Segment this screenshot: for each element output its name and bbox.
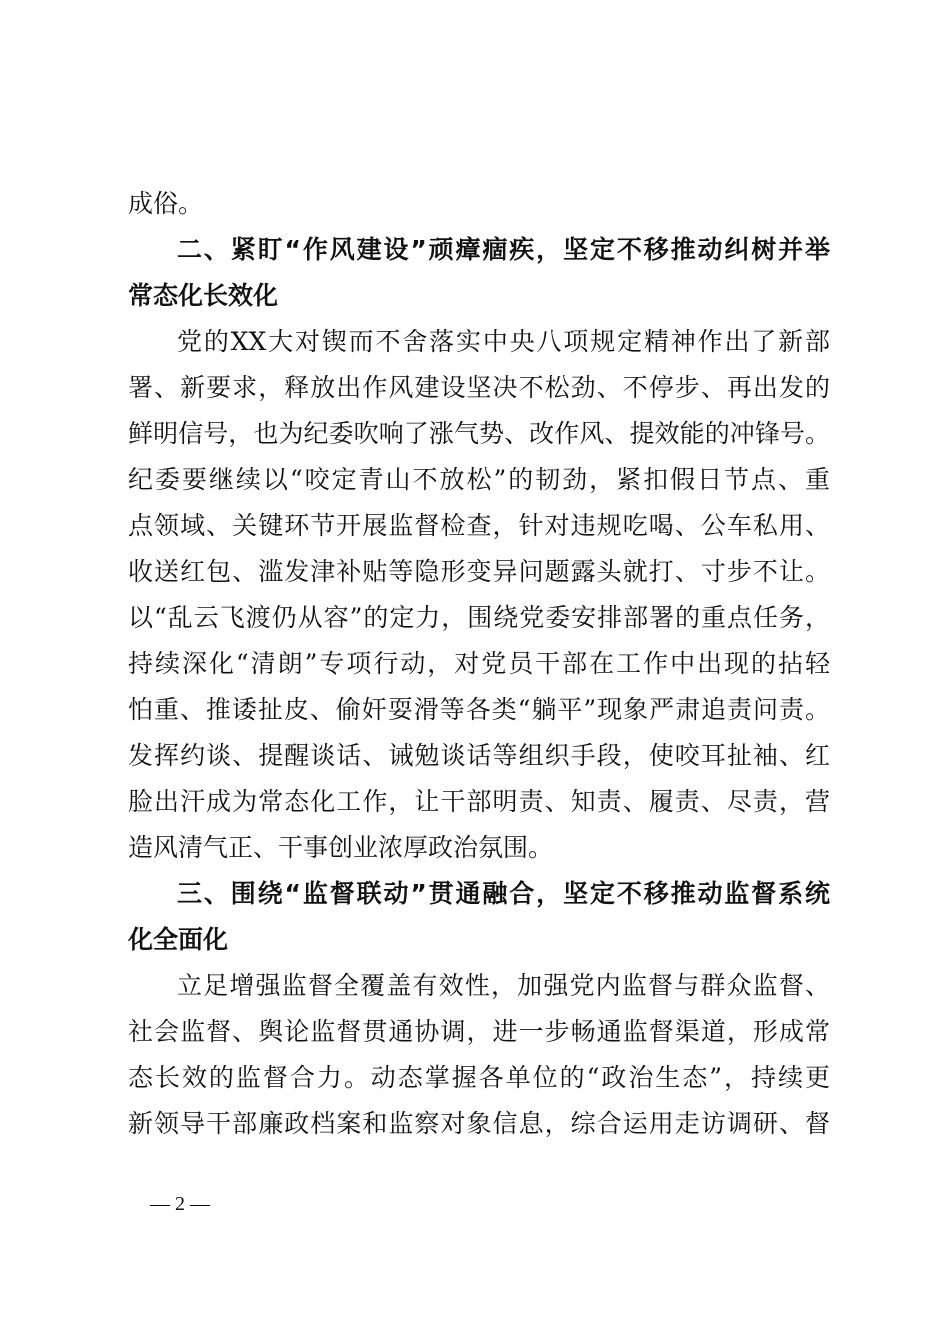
body-line: 态长效的监督合力。动态掌握各单位的“政治生态”，持续更 bbox=[128, 1063, 830, 1092]
section-heading-3: 三、围绕“监督联动”贯通融合，坚定不移推动监督系统 bbox=[177, 879, 830, 908]
body-line: 成俗。 bbox=[128, 189, 204, 218]
body-line: 党的XX大对锲而不舍落实中央八项规定精神作出了新部 bbox=[177, 327, 830, 356]
body-line: 点领域、关键环节开展监督检查，针对违规吃喝、公车私用、 bbox=[128, 511, 830, 540]
body-line: 以“乱云飞渡仍从容”的定力，围绕党委安排部署的重点任务， bbox=[128, 603, 830, 632]
body-line: 社会监督、舆论监督贯通协调，进一步畅通监督渠道，形成常 bbox=[128, 1017, 830, 1046]
section-heading-3-cont: 化全面化 bbox=[128, 925, 229, 954]
body-line: 收送红包、滥发津补贴等隐形变异问题露头就打、寸步不让。 bbox=[128, 557, 830, 586]
body-line: 鲜明信号，也为纪委吹响了涨气势、改作风、提效能的冲锋号。 bbox=[128, 419, 830, 448]
body-line: 怕重、推诿扯皮、偷奸耍滑等各类“躺平”现象严肃追责问责。 bbox=[128, 695, 830, 724]
body-line: 署、新要求，释放出作风建设坚决不松劲、不停步、再出发的 bbox=[128, 373, 830, 402]
body-line: 脸出汗成为常态化工作，让干部明责、知责、履责、尽责，营 bbox=[128, 787, 830, 816]
section-heading-2-cont: 常态化长效化 bbox=[128, 281, 279, 310]
page-number: — 2 — bbox=[150, 1193, 210, 1215]
section-heading-2: 二、紧盯“作风建设”顽瘴痼疾，坚定不移推动纠树并举 bbox=[177, 235, 830, 264]
body-line: 纪委要继续以“咬定青山不放松”的韧劲，紧扣假日节点、重 bbox=[128, 465, 830, 494]
body-line: 造风清气正、干事创业浓厚政治氛围。 bbox=[128, 833, 554, 862]
body-line: 新领导干部廉政档案和监察对象信息，综合运用走访调研、督 bbox=[128, 1109, 830, 1138]
body-line: 立足增强监督全覆盖有效性，加强党内监督与群众监督、 bbox=[177, 971, 830, 1000]
body-line: 持续深化“清朗”专项行动，对党员干部在工作中出现的拈轻 bbox=[128, 649, 830, 678]
body-line: 发挥约谈、提醒谈话、诫勉谈话等组织手段，使咬耳扯袖、红 bbox=[128, 741, 830, 770]
